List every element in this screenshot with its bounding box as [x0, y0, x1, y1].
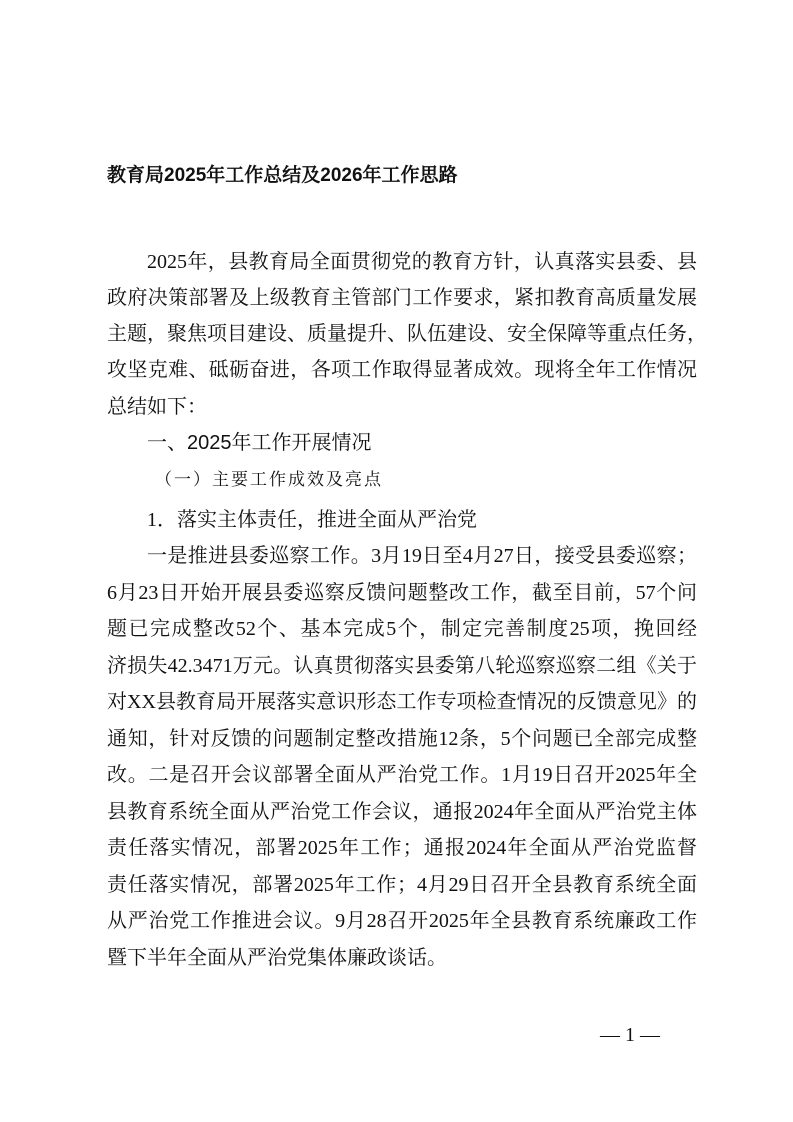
- paragraph-line: 2025年，县教育局全面贯彻党的教育方针，认真落实县委、县: [147, 251, 697, 273]
- paragraph-line: 总结如下：: [107, 396, 207, 418]
- paragraph-line: 责任落实情况，部署2025年工作；4月29日召开全县教育系统全面: [107, 874, 697, 896]
- paragraph-line: 题已完成整改52个、基本完成5个，制定完善制度25项，挽回经: [107, 618, 697, 640]
- paragraph-line: 6月23日开始开展县委巡察反馈问题整改工作，截至目前，57个问: [107, 582, 697, 604]
- paragraph-line: 一是推进县委巡察工作。3月19日至4月27日，接受县委巡察；: [147, 545, 697, 567]
- paragraph-line: 暨下半年全面从严治党集体廉政谈话。: [107, 947, 447, 969]
- paragraph-line: 改。二是召开会议部署全面从严治党工作。1月19日召开2025年全: [107, 764, 697, 786]
- page-number: — 1 —: [600, 1024, 660, 1046]
- paragraph-line: 县教育系统全面从严治党工作会议，通报2024年全面从严治党主体: [107, 801, 697, 823]
- section-heading: （一）主要工作成效及亮点: [155, 470, 383, 489]
- paragraph-line: 通知，针对反馈的问题制定整改措施12条，5个问题已全部完成整: [107, 728, 697, 750]
- paragraph-line: 主题，聚焦项目建设、质量提升、队伍建设、安全保障等重点任务，: [107, 323, 707, 345]
- paragraph-line: 责任落实情况，部署2025年工作；通报2024年全面从严治党监督: [107, 837, 697, 859]
- paragraph-line: 攻坚克难、砥砺奋进，各项工作取得显著成效。现将全年工作情况: [107, 359, 697, 381]
- paragraph-line: 从严治党工作推进会议。9月28召开2025年全县教育系统廉政工作: [107, 910, 697, 932]
- section-heading: 1．落实主体责任，推进全面从严治党: [147, 509, 477, 531]
- paragraph-line: 政府决策部署及上级教育主管部门工作要求，紧扣教育高质量发展: [107, 287, 697, 309]
- document-title: 教育局2025年工作总结及2026年工作思路: [107, 165, 458, 186]
- section-heading: 一、2025年工作开展情况: [147, 432, 372, 454]
- paragraph-line: 对XX县教育局开展落实意识形态工作专项检查情况的反馈意见》的: [107, 691, 697, 713]
- paragraph-line: 济损失42.3471万元。认真贯彻落实县委第八轮巡察巡察二组《关于: [107, 655, 697, 677]
